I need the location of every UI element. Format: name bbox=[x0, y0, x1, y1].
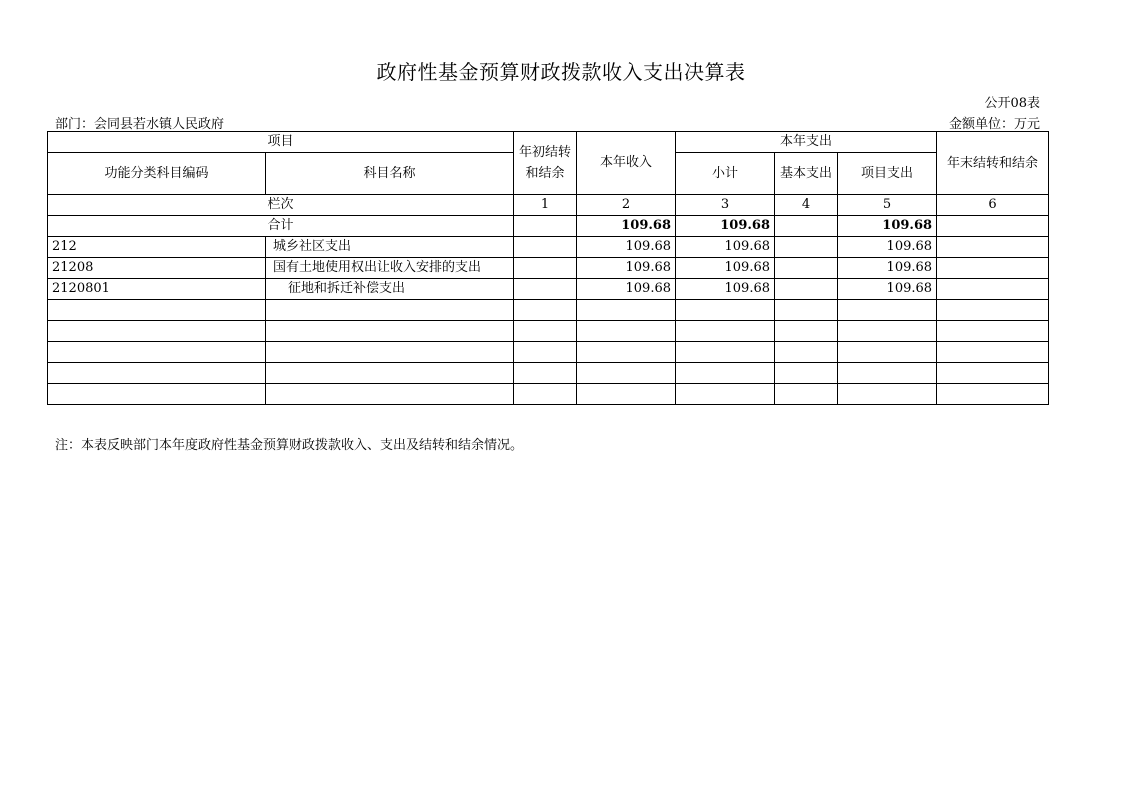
empty-cell bbox=[48, 300, 266, 321]
table-row bbox=[48, 279, 1049, 300]
empty-cell bbox=[514, 321, 577, 342]
col-num: 4 bbox=[775, 195, 838, 216]
empty-cell bbox=[838, 384, 937, 405]
empty-row bbox=[48, 363, 1049, 384]
column-number-row bbox=[48, 195, 1049, 216]
col-num: 3 bbox=[676, 195, 775, 216]
col-label: 栏次 bbox=[48, 195, 514, 216]
empty-cell bbox=[676, 384, 775, 405]
empty-cell bbox=[676, 321, 775, 342]
row-subtotal: 109.68 bbox=[676, 258, 775, 279]
total-subtotal: 109.68 bbox=[676, 216, 775, 237]
row-income: 109.68 bbox=[577, 237, 676, 258]
empty-cell bbox=[514, 342, 577, 363]
empty-cell bbox=[838, 363, 937, 384]
row-end bbox=[937, 258, 1049, 279]
header-basic: 基本支出 bbox=[775, 153, 838, 195]
empty-cell bbox=[48, 363, 266, 384]
empty-cell bbox=[514, 384, 577, 405]
total-row bbox=[48, 216, 1049, 237]
empty-cell bbox=[775, 384, 838, 405]
header-income: 本年收入 bbox=[577, 132, 676, 195]
table-row bbox=[48, 237, 1049, 258]
row-begin bbox=[514, 237, 577, 258]
empty-row bbox=[48, 321, 1049, 342]
row-begin bbox=[514, 279, 577, 300]
col-num: 5 bbox=[838, 195, 937, 216]
header-end-balance: 年末结转和结余 bbox=[937, 132, 1049, 195]
empty-cell bbox=[577, 342, 676, 363]
header-subtotal: 小计 bbox=[676, 153, 775, 195]
empty-cell bbox=[266, 342, 514, 363]
header-subject-name: 科目名称 bbox=[266, 153, 514, 195]
col-num: 6 bbox=[937, 195, 1049, 216]
unit-label: 金额单位：万元 bbox=[948, 117, 1040, 132]
empty-cell bbox=[838, 321, 937, 342]
empty-row bbox=[48, 300, 1049, 321]
page-title: 政府性基金预算财政拨款收入支出决算表 bbox=[376, 60, 746, 84]
empty-cell bbox=[838, 300, 937, 321]
col-num: 1 bbox=[514, 195, 577, 216]
empty-cell bbox=[577, 300, 676, 321]
row-basic bbox=[775, 258, 838, 279]
row-project: 109.68 bbox=[838, 237, 937, 258]
row-income: 109.68 bbox=[577, 279, 676, 300]
empty-cell bbox=[577, 321, 676, 342]
empty-cell bbox=[514, 363, 577, 384]
empty-cell bbox=[676, 300, 775, 321]
table-row bbox=[48, 258, 1049, 279]
row-code: 2120801 bbox=[48, 279, 266, 300]
row-end bbox=[937, 279, 1049, 300]
department-label: 部门：会同县若水镇人民政府 bbox=[55, 117, 225, 132]
empty-cell bbox=[937, 363, 1049, 384]
empty-cell bbox=[775, 321, 838, 342]
row-begin bbox=[514, 258, 577, 279]
header-expense-group: 本年支出 bbox=[676, 132, 937, 153]
empty-cell bbox=[937, 342, 1049, 363]
row-end bbox=[937, 237, 1049, 258]
empty-cell bbox=[775, 363, 838, 384]
row-code: 21208 bbox=[48, 258, 266, 279]
header-func-code: 功能分类科目编码 bbox=[48, 153, 266, 195]
total-project: 109.68 bbox=[838, 216, 937, 237]
header-project-exp: 项目支出 bbox=[838, 153, 937, 195]
row-basic bbox=[775, 237, 838, 258]
row-income: 109.68 bbox=[577, 258, 676, 279]
total-basic bbox=[775, 216, 838, 237]
row-name: 征地和拆迁补偿支出 bbox=[266, 279, 514, 300]
row-subtotal: 109.68 bbox=[676, 279, 775, 300]
empty-cell bbox=[266, 363, 514, 384]
header-project: 项目 bbox=[48, 132, 514, 153]
row-project: 109.68 bbox=[838, 279, 937, 300]
empty-row bbox=[48, 384, 1049, 405]
row-name: 城乡社区支出 bbox=[266, 237, 514, 258]
empty-cell bbox=[775, 342, 838, 363]
empty-cell bbox=[676, 342, 775, 363]
table-id: 公开08表 bbox=[984, 96, 1040, 111]
empty-cell bbox=[577, 384, 676, 405]
row-name: 国有土地使用权出让收入安排的支出 bbox=[266, 258, 514, 279]
col-num: 2 bbox=[577, 195, 676, 216]
empty-cell bbox=[48, 384, 266, 405]
row-basic bbox=[775, 279, 838, 300]
row-project: 109.68 bbox=[838, 258, 937, 279]
total-begin bbox=[514, 216, 577, 237]
empty-cell bbox=[266, 321, 514, 342]
header-begin-balance: 年初结转和结余 bbox=[514, 132, 577, 195]
empty-cell bbox=[775, 300, 838, 321]
empty-cell bbox=[577, 363, 676, 384]
total-label: 合计 bbox=[48, 216, 514, 237]
empty-cell bbox=[838, 342, 937, 363]
empty-cell bbox=[937, 321, 1049, 342]
total-end bbox=[937, 216, 1049, 237]
empty-cell bbox=[937, 384, 1049, 405]
empty-cell bbox=[48, 342, 266, 363]
empty-cell bbox=[266, 384, 514, 405]
empty-cell bbox=[937, 300, 1049, 321]
empty-cell bbox=[676, 363, 775, 384]
empty-cell bbox=[514, 300, 577, 321]
footnote: 注：本表反映部门本年度政府性基金预算财政拨款收入、支出及结转和结余情况。 bbox=[55, 438, 524, 453]
empty-row bbox=[48, 342, 1049, 363]
budget-table bbox=[47, 131, 1049, 405]
row-code: 212 bbox=[48, 237, 266, 258]
empty-cell bbox=[48, 321, 266, 342]
total-income: 109.68 bbox=[577, 216, 676, 237]
row-subtotal: 109.68 bbox=[676, 237, 775, 258]
empty-cell bbox=[266, 300, 514, 321]
